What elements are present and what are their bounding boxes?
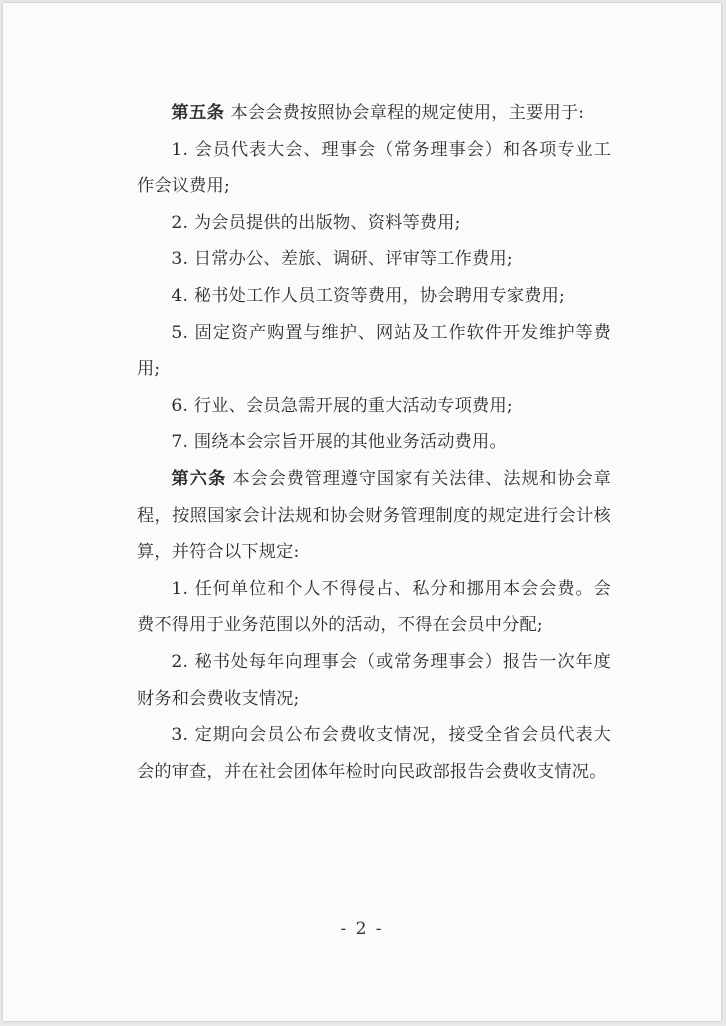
article-6-text: 本会会费管理遵守国家有关法律、法规和协会章程，按照国家会计法规和协会财务管理制度的规定进行会计核算，并符合以下规定: xyxy=(137,468,611,563)
article-5-text: 本会会费按照协会章程的规定使用，主要用于: xyxy=(230,103,585,123)
article-5-item-2: 2. 为会员提供的出版物、资料等费用; xyxy=(171,212,461,233)
article-6-item-3: 3. 定期向会员公布会费收支情况，接受全省会员代表大会的审查，并在社会团体年检时向民政部报告会费收支情况。 xyxy=(137,725,611,782)
article-5-item-7: 7. 围绕本会宗旨开展的其他业务活动费用。 xyxy=(171,432,507,453)
article-6-item-2: 2. 秘书处每年向理事会（或常务理事会）报告一次年度财务和会费收支情况; xyxy=(137,651,611,709)
document-body xyxy=(137,95,611,790)
article-5-item-1: 1. 会员代表大会、理事会（常务理事会）和各项专业工作会议费用; xyxy=(137,139,611,197)
article-5-item-3: 3. 日常办公、差旅、调研、评审等工作费用; xyxy=(171,249,513,270)
article-5-label: 第五条 xyxy=(171,103,225,123)
article-6-intro xyxy=(137,461,611,571)
article-6-item-1: 1. 任何单位和个人不得侵占、私分和挪用本会会费。会费不得用于业务范围以外的活动，不得在会员中分配; xyxy=(137,578,611,636)
page-number: - 2 - xyxy=(340,919,384,939)
article-5-item-4: 4. 秘书处工作人员工资等费用，协会聘用专家费用; xyxy=(171,285,565,306)
article-5-item-6: 6. 行业、会员急需开展的重大活动专项费用; xyxy=(171,395,513,416)
article-6-label: 第六条 xyxy=(171,468,227,489)
article-5-item-5: 5. 固定资产购置与维护、网站及工作软件开发维护等费用; xyxy=(137,322,611,380)
article-5-intro xyxy=(137,95,611,132)
document-page xyxy=(3,3,721,1021)
